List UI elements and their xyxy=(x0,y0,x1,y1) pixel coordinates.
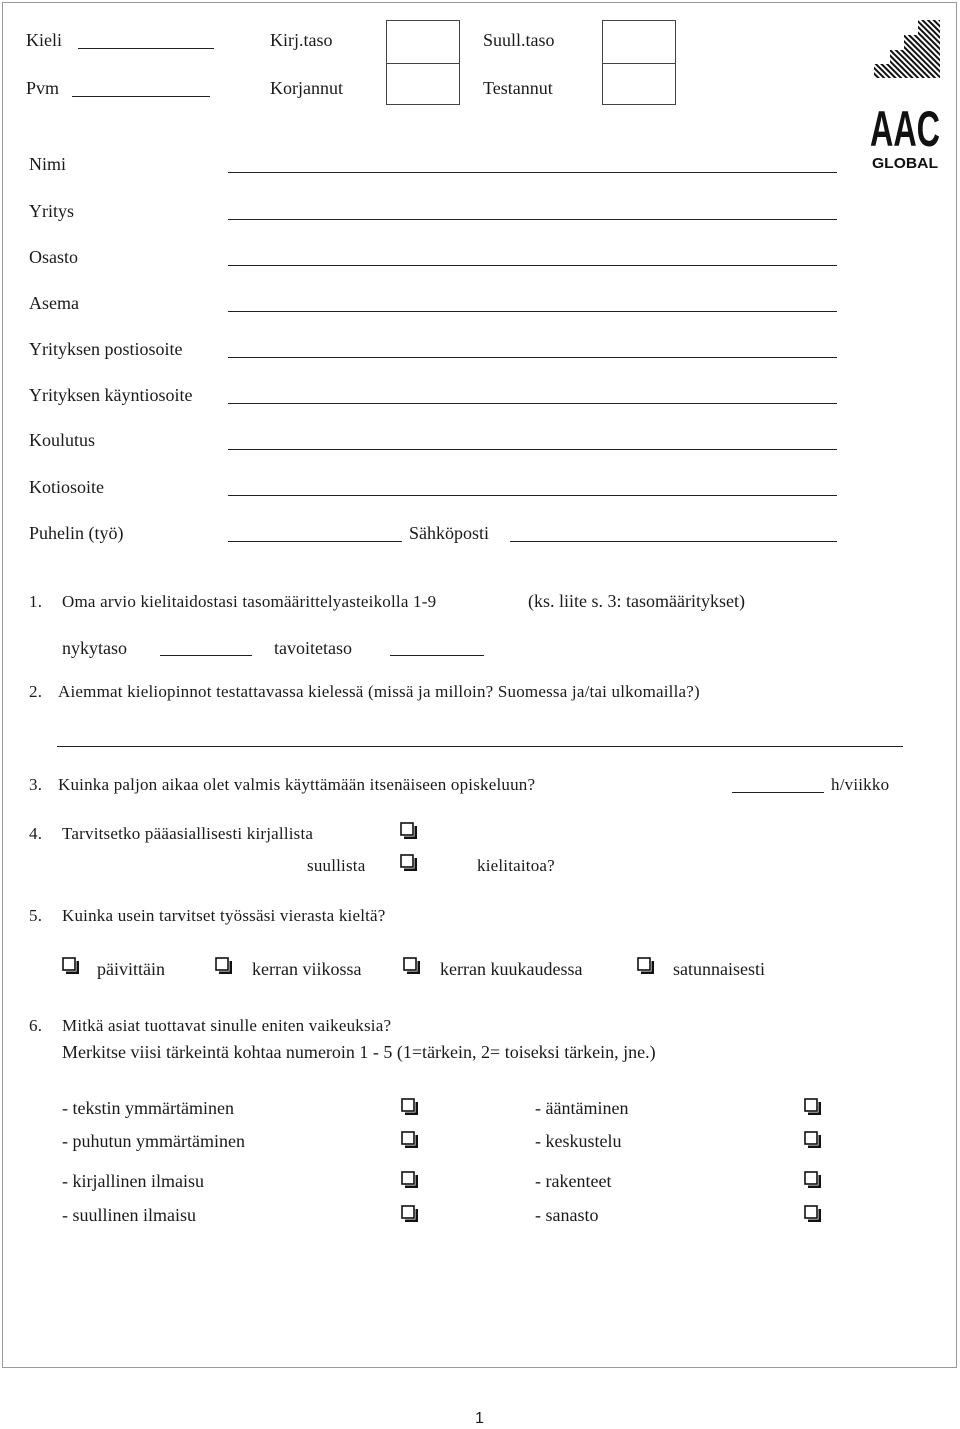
q6-item-tekstin-ymmartaminen: - tekstin ymmärtäminen xyxy=(62,1098,234,1118)
kirj-taso-label: Kirj.taso xyxy=(270,30,333,50)
testannut-label: Testannut xyxy=(483,78,553,98)
rakenteet-checkbox[interactable] xyxy=(804,1171,821,1188)
kerran-kuukaudessa-checkbox[interactable] xyxy=(403,957,420,974)
pvm-input-line[interactable] xyxy=(72,96,210,97)
postiosoite-label: Yrityksen postiosoite xyxy=(29,339,183,359)
q5-option-kerran-kuukaudessa: kerran kuukaudessa xyxy=(440,959,583,979)
checkbox-icon xyxy=(400,822,417,839)
q3-unit: h/viikko xyxy=(831,775,890,794)
q1-question: Oma arvio kielitaidostasi tasomäärittelyasteikolla 1-9 xyxy=(62,592,437,611)
q5-number: 5. xyxy=(29,906,43,925)
nimi-input-line[interactable] xyxy=(228,172,837,173)
q2-answer-line[interactable] xyxy=(57,746,903,747)
keskustelu-checkbox[interactable] xyxy=(804,1131,821,1148)
osasto-label: Osasto xyxy=(29,247,78,267)
kieli-label: Kieli xyxy=(26,30,62,50)
checkbox-icon xyxy=(401,1205,418,1222)
svg-text:GLOBAL: GLOBAL xyxy=(872,155,938,172)
checkbox-icon xyxy=(637,957,654,974)
q5-question: Kuinka usein tarvitset työssäsi vierasta kieltä? xyxy=(62,906,386,925)
q5-option-satunnaisesti: satunnaisesti xyxy=(673,959,765,979)
koulutus-label: Koulutus xyxy=(29,430,96,450)
sahkoposti-input-line[interactable] xyxy=(510,541,837,542)
q6-item-keskustelu: - keskustelu xyxy=(535,1131,622,1151)
puhelin-input-line[interactable] xyxy=(228,541,402,542)
q6-question: Mitkä asiat tuottavat sinulle eniten vaikeuksia? xyxy=(62,1016,392,1035)
staircase-logo-icon xyxy=(868,18,942,174)
q6-instruction: Merkitse viisi tärkeintä kohtaa numeroin 1 - 5 (1=tärkein, 2= toiseksi tärkein, jne.) xyxy=(62,1042,656,1062)
checkbox-icon xyxy=(401,1131,418,1148)
aac-global-logo xyxy=(868,18,942,174)
checkbox-icon xyxy=(215,957,232,974)
q4-option-suullista: suullista xyxy=(307,856,366,875)
sahkoposti-label: Sähköposti xyxy=(409,523,490,543)
nimi-label: Nimi xyxy=(29,154,67,174)
tekstin-ymmartaminen-checkbox[interactable] xyxy=(401,1098,418,1115)
q2-question: Aiemmat kieliopinnot testattavassa kielessä (missä ja milloin? Suomessa ja/tai ulkomailla?) xyxy=(58,682,700,701)
q5-option-paivittain: päivittäin xyxy=(97,959,165,979)
asema-input-line[interactable] xyxy=(228,311,837,312)
checkbox-icon xyxy=(400,854,417,871)
suull-taso-box[interactable] xyxy=(602,20,676,64)
nykytaso-label: nykytaso xyxy=(62,638,127,658)
checkbox-icon xyxy=(401,1098,418,1115)
kotiosoite-input-line[interactable] xyxy=(228,495,837,496)
koulutus-input-line[interactable] xyxy=(228,449,837,450)
puhelin-label: Puhelin (työ) xyxy=(29,523,124,543)
checkbox-icon xyxy=(804,1098,821,1115)
page-number: 1 xyxy=(475,1410,484,1427)
nykytaso-input-line[interactable] xyxy=(160,655,252,656)
q6-item-aantaminen: - ääntäminen xyxy=(535,1098,629,1118)
asema-label: Asema xyxy=(29,293,79,313)
kirj-taso-box[interactable] xyxy=(386,20,460,64)
checkbox-icon xyxy=(403,957,420,974)
kirjallista-checkbox[interactable] xyxy=(400,822,417,839)
kieli-input-line[interactable] xyxy=(78,48,214,49)
q2-number: 2. xyxy=(29,682,43,701)
q6-item-suullinen-ilmaisu: - suullinen ilmaisu xyxy=(62,1205,196,1225)
checkbox-icon xyxy=(62,957,79,974)
testannut-box[interactable] xyxy=(602,63,676,105)
q4-suffix: kielitaitoa? xyxy=(477,856,555,875)
suullista-checkbox[interactable] xyxy=(400,854,417,871)
suull-taso-label: Suull.taso xyxy=(483,30,555,50)
paivittain-checkbox[interactable] xyxy=(62,957,79,974)
checkbox-icon xyxy=(401,1171,418,1188)
checkbox-icon xyxy=(804,1205,821,1222)
suullinen-ilmaisu-checkbox[interactable] xyxy=(401,1205,418,1222)
korjannut-box[interactable] xyxy=(386,63,460,105)
tavoitetaso-input-line[interactable] xyxy=(390,655,484,656)
postiosoite-input-line[interactable] xyxy=(228,357,837,358)
pvm-label: Pvm xyxy=(26,78,60,98)
kirjallinen-ilmaisu-checkbox[interactable] xyxy=(401,1171,418,1188)
kayntiosoite-input-line[interactable] xyxy=(228,403,837,404)
q6-number: 6. xyxy=(29,1016,43,1035)
osasto-input-line[interactable] xyxy=(228,265,837,266)
q1-number: 1. xyxy=(29,592,43,611)
kotiosoite-label: Kotiosoite xyxy=(29,477,104,497)
yritys-label: Yritys xyxy=(29,201,74,221)
q1-note: (ks. liite s. 3: tasomääritykset) xyxy=(528,591,745,611)
korjannut-label: Korjannut xyxy=(270,78,343,98)
q4-question: Tarvitsetko pääasiallisesti kirjallista xyxy=(62,824,314,843)
q5-option-kerran-viikossa: kerran viikossa xyxy=(252,959,362,979)
kayntiosoite-label: Yrityksen käyntiosoite xyxy=(29,385,193,405)
puhutun-ymmartaminen-checkbox[interactable] xyxy=(401,1131,418,1148)
sanasto-checkbox[interactable] xyxy=(804,1205,821,1222)
q6-item-rakenteet: - rakenteet xyxy=(535,1171,612,1191)
q6-item-puhutun-ymmartaminen: - puhutun ymmärtäminen xyxy=(62,1131,245,1151)
checkbox-icon xyxy=(804,1171,821,1188)
kerran-viikossa-checkbox[interactable] xyxy=(215,957,232,974)
q6-item-kirjallinen-ilmaisu: - kirjallinen ilmaisu xyxy=(62,1171,204,1191)
checkbox-icon xyxy=(804,1131,821,1148)
q3-question: Kuinka paljon aikaa olet valmis käyttämään itsenäiseen opiskeluun? xyxy=(58,775,536,794)
satunnaisesti-checkbox[interactable] xyxy=(637,957,654,974)
q4-number: 4. xyxy=(29,824,43,843)
tavoitetaso-label: tavoitetaso xyxy=(274,638,352,658)
q6-item-sanasto: - sanasto xyxy=(535,1205,599,1225)
q3-hours-input-line[interactable] xyxy=(732,792,824,793)
aantaminen-checkbox[interactable] xyxy=(804,1098,821,1115)
q3-number: 3. xyxy=(29,775,43,794)
svg-text:AAC: AAC xyxy=(870,101,940,157)
yritys-input-line[interactable] xyxy=(228,219,837,220)
